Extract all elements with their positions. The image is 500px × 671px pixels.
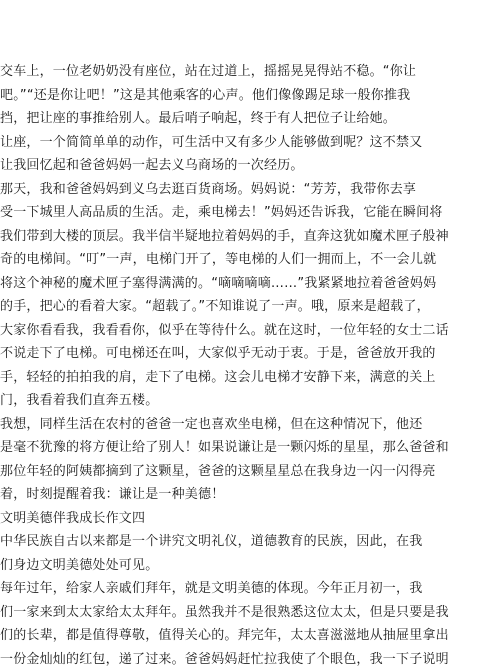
text-line: 吧。”“还是你让吧！”这是其他乘客的心声。他们像像踢足球一般你推我: [0, 84, 500, 108]
text-line: 一份金灿灿的红包，递了过来。爸爸妈妈赶忙拉我使了个眼色，我一下子说明: [0, 648, 500, 671]
text-line: 们一家来到太太家给太太拜年。虽然我并不是很熟悉这位太太，但是只要是我: [0, 601, 500, 625]
text-line: 那天，我和爸爸妈妈到义乌去逛百货商场。妈妈说：“芳芳，我带你去享: [0, 178, 500, 202]
text-line: 们身边文明美德处处可见。: [0, 554, 500, 578]
text-line: 受一下城里人高品质的生活。走，乘电梯去！”妈妈还告诉我，它能在瞬间将: [0, 201, 500, 225]
text-line: 奇的电梯间。“叮”一声，电梯门开了，等电梯的人们一拥而上，不一会儿就: [0, 248, 500, 272]
text-line: 中华民族自古以来都是一个讲究文明礼仪，道德教育的民族，因此，在我: [0, 530, 500, 554]
text-line: 每年过年，给家人亲戚们拜年，就是文明美德的体现。今年正月初一，我: [0, 577, 500, 601]
section-heading: 文明美德伴我成长作文四: [0, 507, 500, 531]
text-line: 大家你看看我，我看看你，似乎在等待什么。就在这时，一位年轻的女士二话: [0, 319, 500, 343]
text-line: 我们带到大楼的顶层。我半信半疑地拉着妈妈的手，直奔这犹如魔术匣子般神: [0, 225, 500, 249]
text-line: 交车上，一位老奶奶没有座位，站在过道上，摇摇晃晃得站不稳。“你让: [0, 60, 500, 84]
text-line: 挡，把让座的事推给别人。最后哨子响起，终于有人把位子让给她。: [0, 107, 500, 131]
text-line: 的手，把心的看着大家。“超载了。”不知谁说了一声。哦，原来是超载了，: [0, 295, 500, 319]
essay-body: [0, 60, 500, 671]
text-line: 不说走下了电梯。可电梯还在叫，大家似乎无动于衷。于是，爸爸放开我的: [0, 342, 500, 366]
text-line: 让我回忆起和爸爸妈妈一起去义乌商场的一次经历。: [0, 154, 500, 178]
text-line: 门，我看着我们直奔五楼。: [0, 389, 500, 413]
text-line: 那位年轻的阿姨都摘到了这颗星，爸爸的这颗星星总在我身边一闪一闪得亮: [0, 460, 500, 484]
text-line: 是毫不犹豫的将方便让给了别人！如果说谦让是一颗闪烁的星星，那么爸爸和: [0, 436, 500, 460]
text-line: 让座，一个简简单单的动作，可生活中又有多少人能够做到呢？这不禁又: [0, 131, 500, 155]
text-line: 将这个神秘的魔术匣子塞得满满的。“嘀嘀嘀嘀……”我紧紧地拉着爸爸妈妈: [0, 272, 500, 296]
text-line: 手，轻轻的拍拍我的肩，走下了电梯。这会儿电梯才安静下来，满意的关上: [0, 366, 500, 390]
text-line: 着，时刻提醒着我：谦让是一种美德！: [0, 483, 500, 507]
text-line: 们的长辈，都是值得尊敬，值得关心的。拜完年，太太喜滋滋地从抽屉里拿出: [0, 624, 500, 648]
text-line: 我想，同样生活在农村的爸爸一定也喜欢坐电梯，但在这种情况下，他还: [0, 413, 500, 437]
